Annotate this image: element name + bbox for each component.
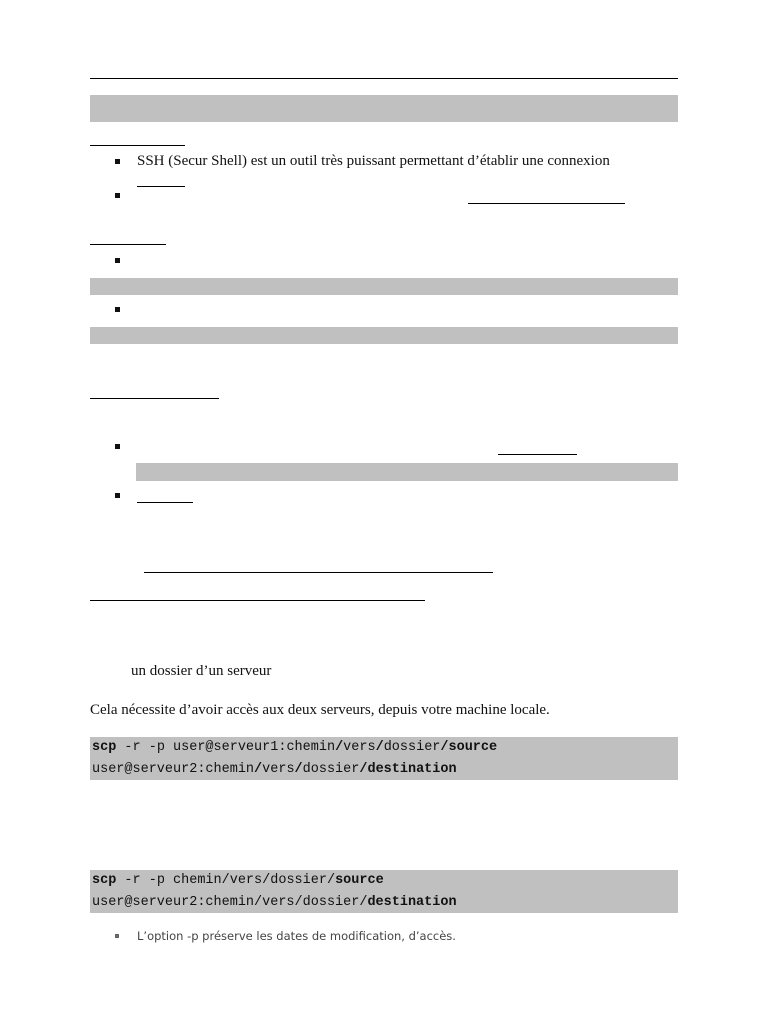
code-block-1-line-1 <box>92 737 676 759</box>
ssh-description: SSH (Secur Shell) est un outil très puissant permettant d’établir une connexion <box>137 153 610 169</box>
underline-3 <box>498 454 577 455</box>
underline-2 <box>468 203 625 204</box>
section4-heading-underline <box>90 600 425 601</box>
underline-1 <box>137 186 185 187</box>
section3-heading-underline <box>90 398 219 399</box>
server-text: un dossier d’un serveur <box>131 663 272 679</box>
top-rule <box>90 78 678 79</box>
note-bullet <box>115 934 119 938</box>
code-segment: /destination <box>359 762 457 777</box>
underline-4 <box>137 502 193 503</box>
title-band <box>90 95 678 122</box>
code-segment: / <box>375 740 384 755</box>
code-segment: / <box>294 762 303 777</box>
code-segment: scp <box>92 873 117 888</box>
code-block-2-line-1 <box>92 870 676 892</box>
code-segment: / <box>254 762 263 777</box>
requirement-text: Cela nécessite d’avoir accès aux deux serveurs, depuis votre machine locale. <box>90 702 550 718</box>
bullet-6 <box>115 493 120 498</box>
bullet-1 <box>115 159 120 164</box>
bullet-2 <box>115 193 120 198</box>
code-segment: vers <box>262 762 295 777</box>
code-segment: /source <box>440 740 498 755</box>
code-segment: / <box>335 740 344 755</box>
bullet-5 <box>115 444 120 449</box>
section1-heading-underline <box>90 145 185 146</box>
code-block-2-line-2 <box>92 892 676 914</box>
underline-5 <box>144 572 493 573</box>
code-block-2 <box>90 870 678 913</box>
code-band-3 <box>136 463 678 481</box>
code-segment: user@serveur2:chemin/vers/dossier/ <box>92 895 368 910</box>
code-segment: -r -p user@serveur1:chemin <box>116 740 336 755</box>
code-segment: dossier <box>383 740 441 755</box>
code-segment: user@serveur2:chemin <box>92 762 255 777</box>
code-block-1-line-2 <box>92 759 676 781</box>
option-note: L’option -p préserve les dates de modification, d’accès. <box>137 929 456 943</box>
section2-heading-underline <box>90 244 166 245</box>
code-segment: vers <box>343 740 376 755</box>
bullet-4 <box>115 307 120 312</box>
code-segment: source <box>335 873 384 888</box>
code-segment: -r -p chemin/vers/dossier/ <box>116 873 336 888</box>
code-segment: scp <box>92 740 117 755</box>
code-segment: destination <box>367 895 457 910</box>
bullet-3 <box>115 258 120 263</box>
code-band-1 <box>90 278 678 295</box>
code-band-2 <box>90 327 678 344</box>
code-block-1 <box>90 737 678 780</box>
code-segment: dossier <box>302 762 360 777</box>
